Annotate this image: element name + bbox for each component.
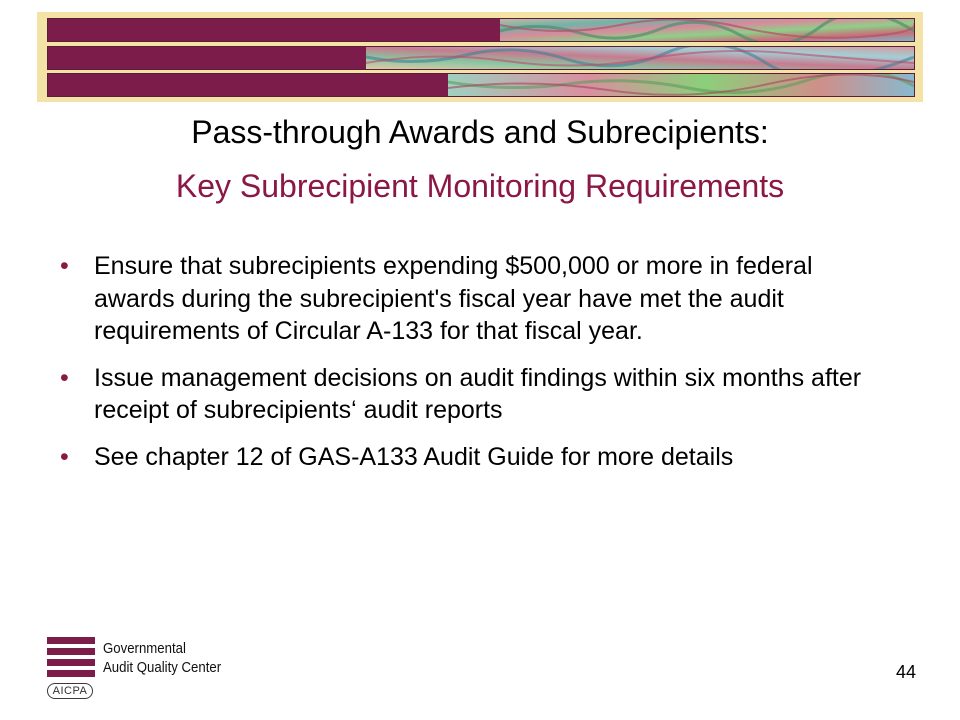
aicpa-badge: AICPA xyxy=(47,683,93,699)
logo-text-line1: Governmental xyxy=(103,640,186,657)
bullet-dot-icon: • xyxy=(60,363,69,392)
logo-bar xyxy=(47,648,95,655)
bullet-item xyxy=(60,441,900,474)
gaqc-logo xyxy=(47,635,267,701)
bullet-text: Issue management decisions on audit findings within six months after receipt of subrecipients‘ audit reports xyxy=(94,363,862,424)
slide-title: Pass-through Awards and Subrecipients: xyxy=(191,114,769,150)
bullet-dot-icon: • xyxy=(60,252,69,280)
decorative-artwork xyxy=(448,74,914,96)
banner-band-1 xyxy=(47,18,915,42)
logo-text-line2: Audit Quality Center xyxy=(103,659,222,676)
bullet-text: Ensure that subrecipients expending $500,000 or more in federal awards during the subrecipient's fiscal year have met the audit requirements of Circular A-133 for that fiscal year. xyxy=(94,252,813,345)
bullet-item xyxy=(60,362,900,427)
logo-bar xyxy=(47,670,95,677)
page-number: 44 xyxy=(895,662,916,682)
logo-bar xyxy=(47,659,95,666)
slide-subtitle: Key Subrecipient Monitoring Requirements xyxy=(175,168,785,204)
bullet-text: See chapter 12 of GAS-A133 Audit Guide for more details xyxy=(94,442,734,471)
bullet-item xyxy=(60,250,900,348)
bullet-dot-icon: • xyxy=(60,442,69,471)
logo-bar xyxy=(47,637,95,644)
banner-band-2 xyxy=(47,46,915,70)
decorative-artwork xyxy=(366,47,914,69)
decorative-artwork xyxy=(500,19,914,41)
banner-band-3 xyxy=(47,73,915,97)
header-banner xyxy=(37,12,923,102)
bullet-list xyxy=(60,250,900,487)
